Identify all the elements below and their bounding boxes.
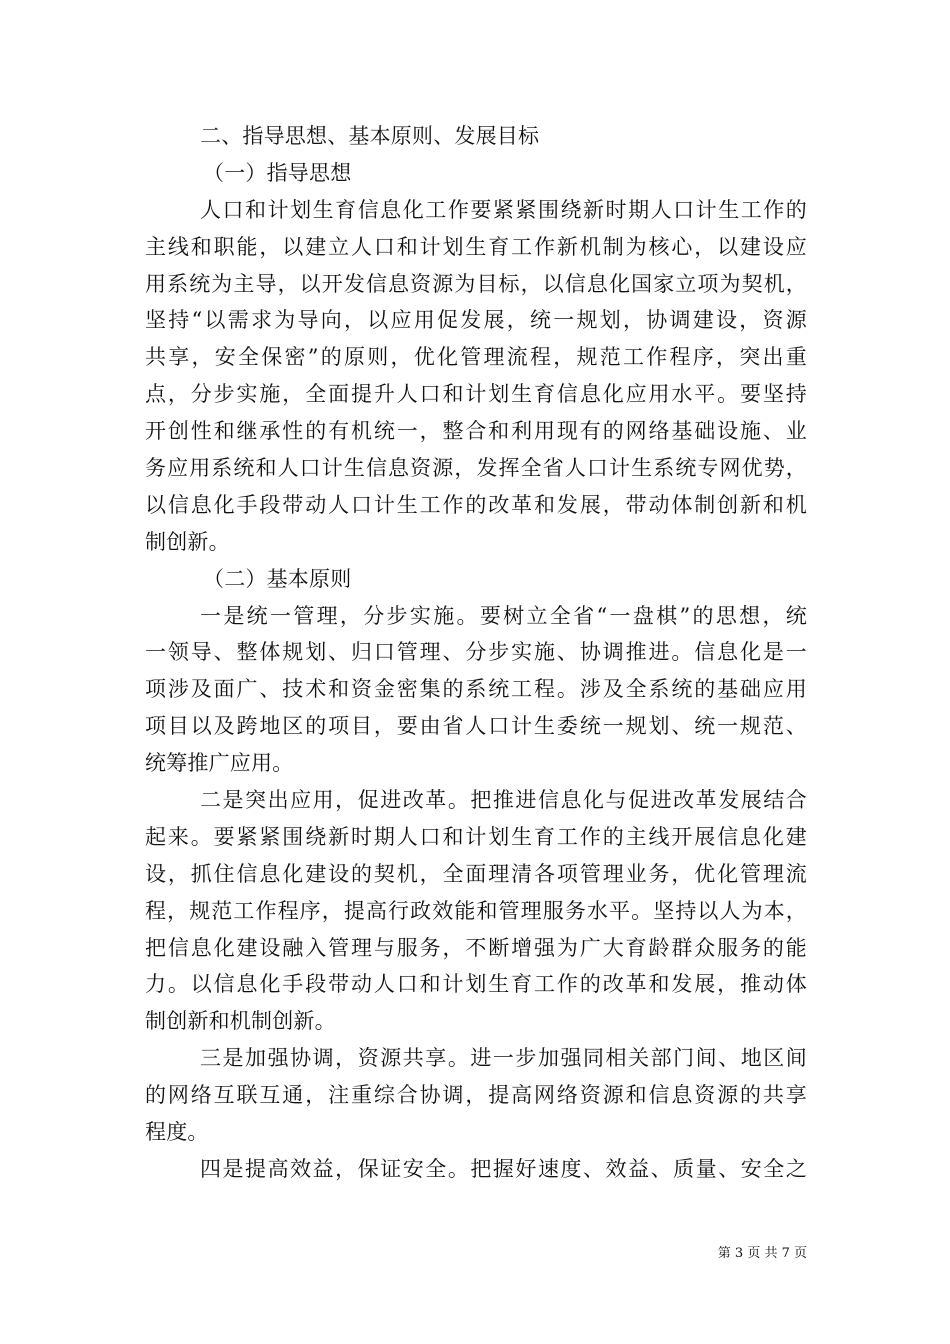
subsection-title-basic-principles: （二）基本原则 [203,566,352,591]
paragraph-line: 一领导、整体规划、归口管理、分步实施、协调推进。信息化是一 [145,640,807,665]
paragraph-line: 设，抓住信息化建设的契机，全面理清各项管理业务，优化管理流 [145,861,807,886]
paragraph-line: 的网络互联互通，注重综合协调，提高网络资源和信息资源的共享 [145,1083,807,1108]
paragraph-line: 务应用系统和人口计生信息资源，发挥全省人口计生系统专网优势， [145,456,807,481]
paragraph-line: 起来。要紧紧围绕新时期人口和计划生育工作的主线开展信息化建 [145,824,807,849]
paragraph-line: 项涉及面广、技术和资金密集的系统工程。涉及全系统的基础应用 [145,677,807,702]
paragraph-line: 开创性和继承性的有机统一，整合和利用现有的网络基础设施、业 [145,419,807,444]
paragraph-line: 制创新。 [145,529,230,554]
page-number: 第 3 页 共 7 页 [717,1246,807,1261]
paragraph-line: 共享，安全保密”的原则，优化管理流程，规范工作程序，突出重 [145,345,807,370]
paragraph-line: 统筹推广应用。 [145,751,294,776]
paragraph-line: 项目以及跨地区的项目，要由省人口计生委统一规划、统一规范、 [145,714,807,739]
paragraph-line: 四是提高效益，保证安全。把握好速度、效益、质量、安全之 [200,1156,807,1181]
paragraph-line: 一是统一管理，分步实施。要树立全省“一盘棋”的思想，统 [200,603,807,628]
paragraph-line: 人口和计划生育信息化工作要紧紧围绕新时期人口计生工作的 [200,197,807,222]
section-heading: 二、指导思想、基本原则、发展目标 [200,124,540,148]
paragraph-line: 三是加强协调，资源共享。进一步加强同相关部门间、地区间 [200,1046,807,1071]
paragraph-line: 程度。 [145,1120,209,1145]
paragraph-line: 以信息化手段带动人口计生工作的改革和发展，带动体制创新和机 [145,492,807,517]
paragraph-line: 二是突出应用，促进改革。把推进信息化与促进改革发展结合 [200,788,807,813]
paragraph-line: 程，规范工作程序，提高行政效能和管理服务水平。坚持以人为本， [145,898,807,923]
paragraph-line: 制创新和机制创新。 [145,1009,336,1034]
paragraph-line: 用系统为主导，以开发信息资源为目标，以信息化国家立项为契机， [145,271,807,296]
document-body [145,118,807,1188]
paragraph-line: 力。以信息化手段带动人口和计划生育工作的改革和发展，推动体 [145,972,807,997]
subsection-title-guiding-ideology: （一）指导思想 [203,160,352,185]
paragraph-line: 点，分步实施，全面提升人口和计划生育信息化应用水平。要坚持 [145,382,807,407]
paragraph-line: 把信息化建设融入管理与服务，不断增强为广大育龄群众服务的能 [145,935,807,960]
paragraph-line: 坚持“以需求为导向，以应用促发展，统一规划，协调建设，资源 [145,308,807,333]
paragraph-line: 主线和职能，以建立人口和计划生育工作新机制为核心，以建设应 [145,234,807,259]
